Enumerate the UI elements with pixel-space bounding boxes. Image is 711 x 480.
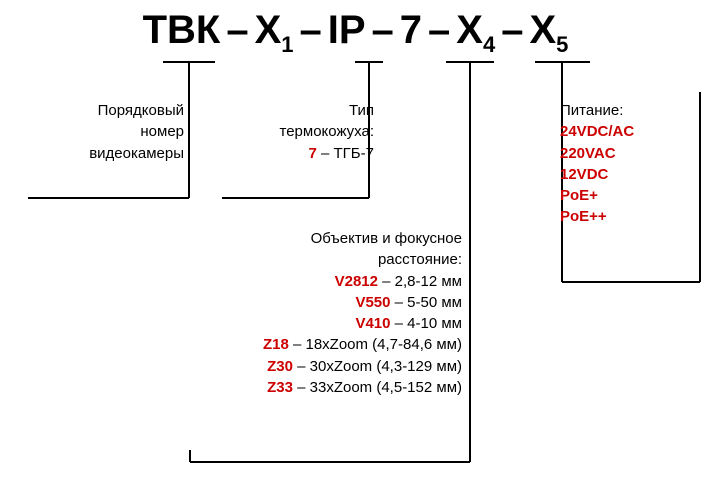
text-line [150,313,462,334]
block-order-number [18,100,184,164]
text-line: видеокамеры [89,144,184,162]
option-code: 220VAC [560,144,616,162]
text-line [560,143,705,164]
formula-token-4: 7 [399,8,423,52]
formula-separator: – [428,8,451,52]
block-lens-focal-length [150,228,462,398]
text-line [560,206,705,227]
option-description: – 30xZoom (4,3-129 мм) [292,357,462,375]
option-code: Z18 [262,336,289,354]
formula-token-2: $X_1$ [254,8,294,57]
option-description: – 2,8-12 мм [377,272,462,290]
formula-token-3: IP [327,8,366,52]
option-code: PoE++ [560,208,607,226]
text-line [150,271,462,292]
formula-token-5: $X_4$ [456,8,496,57]
option-code: Z30 [267,357,293,375]
text-line [150,334,462,355]
text-line [150,292,462,313]
formula-token-subscript: 1 [281,32,294,57]
option-code: Z33 [267,379,293,397]
option-description: – 33xZoom (4,5-152 мм) [292,379,462,397]
option-description: – 5-50 мм [390,293,462,311]
formula-token-1: ТВК [142,8,221,52]
text-line [150,356,462,377]
option-code: V550 [355,293,391,311]
text-line [560,164,705,185]
formula-token-subscript: 5 [556,32,569,57]
block-title: Тип [348,102,374,119]
option-code: V2812 [334,272,378,290]
text-line: номер [140,123,184,141]
text-line: термокожуха: [279,123,374,141]
option-description: – ТГБ-7 [316,144,374,162]
formula-separator: – [371,8,394,52]
option-code: 24VDC/AC [560,123,635,141]
formula-token-6: $X_5$ [529,8,569,57]
text-line [214,143,374,164]
block-housing-type [214,100,374,164]
block-title: Объектив и фокусное [310,230,462,247]
formula-token-subscript: 4 [482,32,496,57]
text-line: расстояние: [377,251,462,269]
block-power-supply [560,100,705,228]
formula-separator: – [226,8,249,52]
block-title: Питание: [560,102,624,119]
text-line [560,121,705,142]
option-code: PoE+ [560,187,598,205]
formula-separator: – [299,8,322,52]
formula-separator: – [501,8,524,52]
text-line [150,377,462,398]
option-code: 12VDC [560,165,609,183]
option-description: – 4-10 мм [390,315,462,333]
option-code: 7 [308,144,317,162]
option-code: V410 [355,315,391,333]
block-title: Порядковый [97,102,184,119]
option-description: – 18xZoom (4,7-84,6 мм) [288,336,462,354]
text-line [560,185,705,206]
